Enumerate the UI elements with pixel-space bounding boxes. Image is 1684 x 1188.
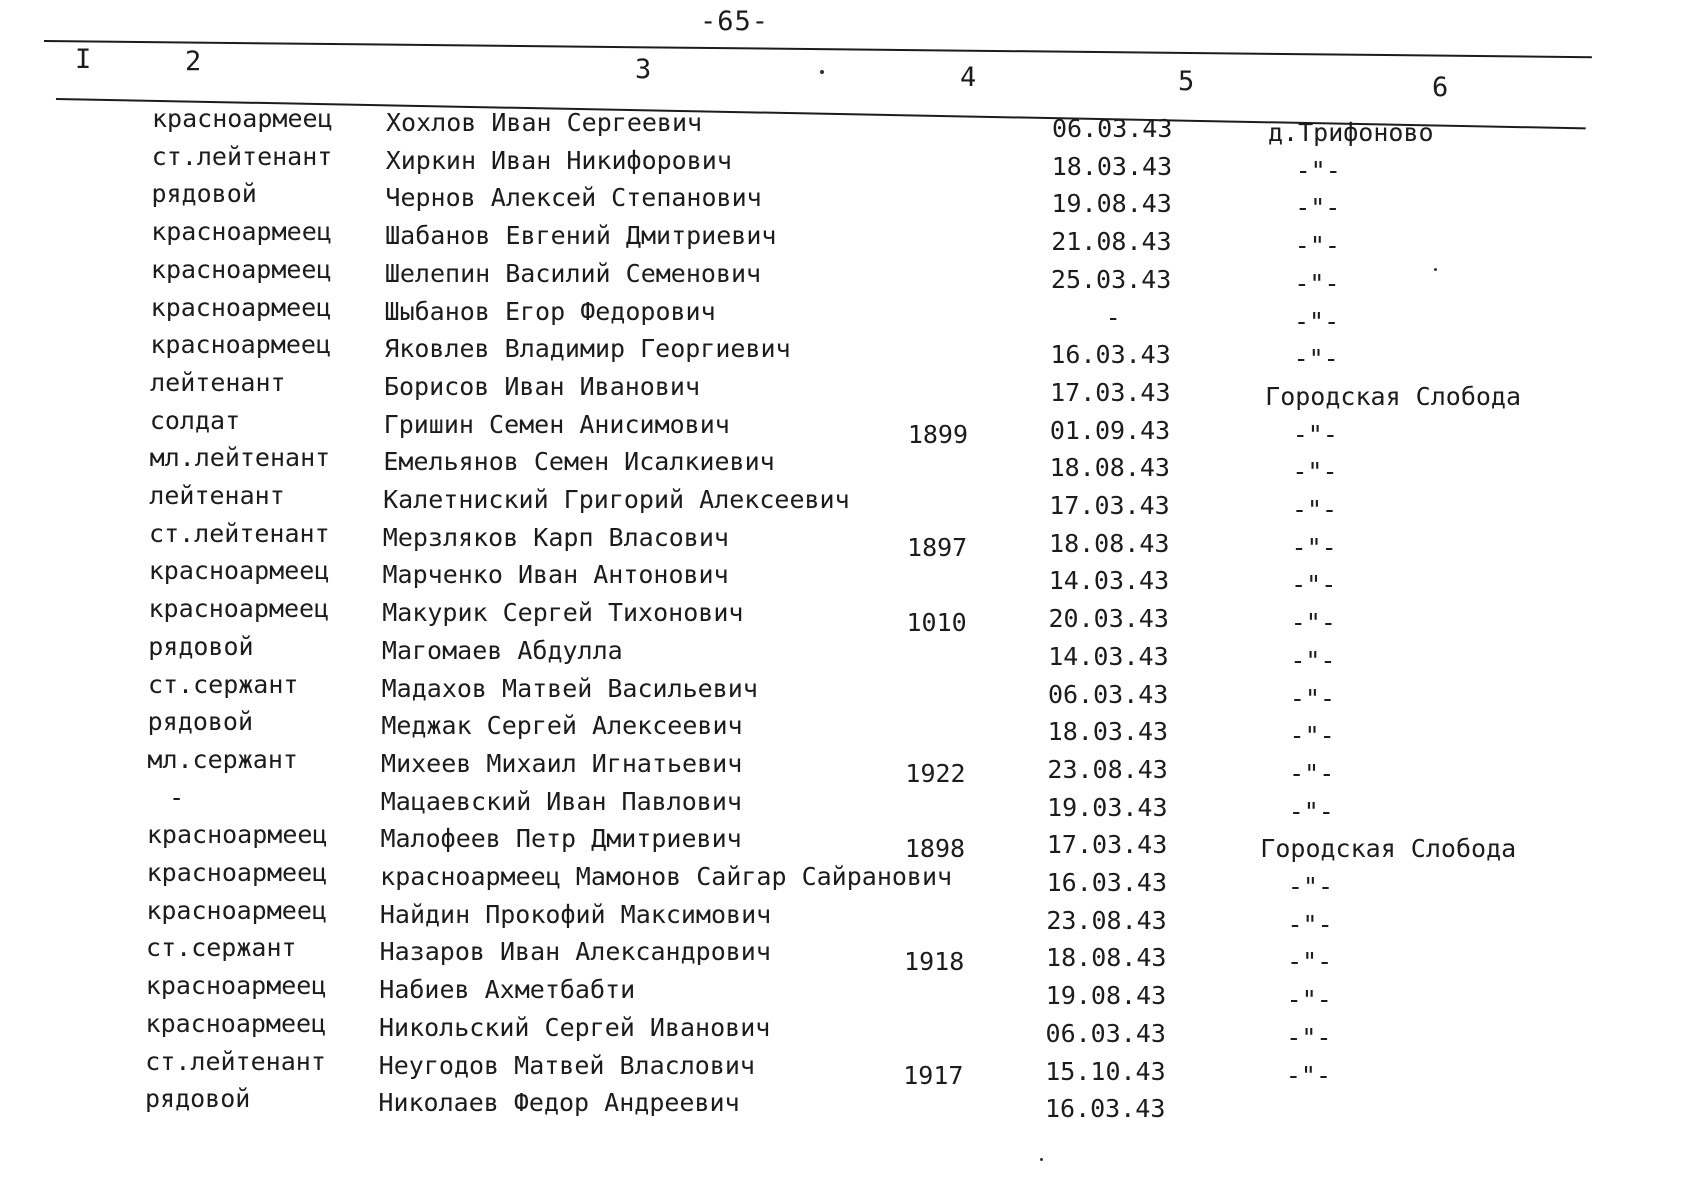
table-row <box>0 518 1684 562</box>
name-cell: Мерзляков Карп Власович <box>382 522 729 552</box>
name-cell: Хохлов Иван Сергеевич <box>386 108 703 137</box>
date-cell: 16.03.43 <box>1046 868 1168 897</box>
rank-cell: мл.сержант <box>147 744 298 774</box>
table-row <box>0 858 1684 901</box>
rank-cell: красноармеец <box>150 254 332 284</box>
place-cell: Городская Слобода <box>1265 381 1522 411</box>
table-row <box>0 631 1684 675</box>
place-cell: -"- <box>1289 758 1335 788</box>
table-row <box>0 669 1684 713</box>
table-row <box>0 1008 1684 1052</box>
table-row <box>0 481 1684 524</box>
table-row <box>0 933 1684 977</box>
place-cell: -"- <box>1295 155 1341 185</box>
table-row <box>0 556 1684 600</box>
year-cell: 1010 <box>906 608 967 638</box>
place-cell: -"- <box>1289 683 1336 713</box>
name-cell: Шелепин Василий Семенович <box>384 258 762 288</box>
place-cell: -"- <box>1292 419 1338 449</box>
table-row <box>0 594 1684 638</box>
column-number-1: I <box>75 44 92 75</box>
rank-cell: красноармеец <box>146 858 328 887</box>
column-number-4: 4 <box>960 62 977 93</box>
name-cell: Николаев Федор Андреевич <box>378 1088 740 1118</box>
date-cell: 25.03.43 <box>1050 264 1172 294</box>
name-cell: Магомаев Абдулла <box>381 635 623 665</box>
date-cell: 19.08.43 <box>1045 981 1167 1011</box>
rank-cell: лейтенант <box>149 481 285 510</box>
date-cell: 19.08.43 <box>1051 189 1172 219</box>
name-cell: Борисов Иван Иванович <box>383 371 701 401</box>
name-cell: Михеев Михаил Игнатьевич <box>381 748 743 778</box>
stray-mark <box>820 70 824 74</box>
date-cell: 14.03.43 <box>1048 566 1170 596</box>
date-cell: 14.03.43 <box>1048 641 1169 671</box>
rank-cell: рядовой <box>151 179 257 209</box>
name-cell: красноармеец Мамонов Сайгар Сайранович <box>380 862 953 891</box>
date-cell: 23.08.43 <box>1046 905 1167 935</box>
place-cell: -"- <box>1290 645 1336 675</box>
rank-cell: красноармеец <box>146 895 327 925</box>
rank-cell: ст.лейтенант <box>149 518 330 548</box>
page-number: -65- <box>700 6 770 37</box>
name-cell: Мацаевский Иван Павлович <box>380 786 742 816</box>
place-cell: -"- <box>1285 1060 1332 1090</box>
table-row <box>0 971 1684 1015</box>
name-cell: Меджак Сергей Алексеевич <box>381 711 743 741</box>
table-row <box>0 217 1684 261</box>
name-cell: Неугодов Матвей Власлович <box>378 1050 755 1080</box>
rank-cell: красноармеец <box>148 594 330 624</box>
place-cell: д.Трифоново <box>1268 118 1434 147</box>
place-cell: -"- <box>1286 1022 1332 1052</box>
name-cell: Назаров Иван Александрович <box>379 937 771 967</box>
date-cell: 06.03.43 <box>1052 114 1173 143</box>
place-cell: -"- <box>1293 344 1339 374</box>
place-cell: -"- <box>1286 985 1332 1015</box>
date-cell: 16.03.43 <box>1050 340 1171 370</box>
column-number-2: 2 <box>185 46 202 77</box>
table-row <box>0 1084 1684 1124</box>
name-cell: Никольский Сергей Иванович <box>378 1012 771 1042</box>
date-cell: 18.03.43 <box>1047 717 1169 747</box>
date-cell: 18.08.43 <box>1046 943 1167 973</box>
column-number-5: 5 <box>1178 66 1195 97</box>
rank-cell: красноармеец <box>146 820 328 850</box>
date-cell: 18.08.43 <box>1049 528 1170 558</box>
date-cell: 17.03.43 <box>1050 377 1171 407</box>
place-cell: -"- <box>1287 947 1333 977</box>
rank-cell: красноармеец <box>145 971 327 1001</box>
date-cell: 06.03.43 <box>1047 679 1169 709</box>
date-cell: 06.03.43 <box>1045 1018 1166 1048</box>
place-cell: -"- <box>1292 457 1338 487</box>
date-cell: 23.08.43 <box>1047 754 1168 784</box>
rank-cell: лейтенант <box>150 367 286 397</box>
name-cell: Хиркин Иван Никифорович <box>385 145 732 175</box>
rank-cell: красноармеец <box>151 217 332 247</box>
column-number-6: 6 <box>1432 72 1449 103</box>
place-cell: -"- <box>1289 721 1335 751</box>
rank-cell: рядовой <box>147 707 254 737</box>
rank-cell: рядовой <box>148 631 254 661</box>
table-row <box>0 707 1684 751</box>
name-cell: Набиев Ахметбабти <box>379 975 636 1005</box>
table-row <box>0 254 1684 298</box>
date-cell: 15.10.43 <box>1045 1056 1166 1086</box>
place-cell: -"- <box>1291 570 1337 600</box>
rank-cell: ст.сержант <box>147 669 299 699</box>
table-row <box>0 367 1684 411</box>
year-cell: 1922 <box>905 758 966 788</box>
date-cell: - <box>1105 302 1121 332</box>
rank-cell: ст.лейтенант <box>151 141 333 171</box>
place-cell: -"- <box>1294 268 1340 298</box>
table-row <box>0 782 1684 826</box>
place-cell: -"- <box>1287 872 1334 901</box>
rank-cell: красноармеец <box>152 104 333 133</box>
date-cell: 20.03.43 <box>1048 604 1169 634</box>
place-cell: -"- <box>1291 495 1338 524</box>
rank-cell: ст.лейтенант <box>145 1046 326 1076</box>
name-cell: Мадахов Матвей Васильевич <box>381 673 758 703</box>
name-cell: Чернов Алексей Степанович <box>385 183 762 213</box>
table-row <box>0 141 1684 185</box>
name-cell: Марченко Иван Антонович <box>382 560 729 590</box>
date-cell: 01.09.43 <box>1049 415 1171 445</box>
name-cell: Шабанов Евгений Дмитриевич <box>385 221 777 251</box>
rank-cell: красноармеец <box>145 1008 327 1038</box>
table-row <box>0 179 1684 223</box>
date-cell: 17.03.43 <box>1049 491 1170 520</box>
date-cell: 17.03.43 <box>1046 830 1168 860</box>
table-row <box>0 744 1684 788</box>
place-cell: -"- <box>1290 608 1336 638</box>
table-row <box>0 1046 1684 1090</box>
date-cell: 16.03.43 <box>1044 1094 1166 1124</box>
name-cell: Шыбанов Егор Федорович <box>384 296 716 326</box>
rank-cell: красноармеец <box>150 330 331 360</box>
place-cell: Городская Слобода <box>1260 834 1517 864</box>
place-cell: -"- <box>1293 306 1340 336</box>
stray-mark <box>1434 268 1437 271</box>
rank-cell: ст.сержант <box>146 933 297 963</box>
name-cell: Яковлев Владимир Георгиевич <box>384 334 791 364</box>
year-cell: 1898 <box>904 834 966 864</box>
table-row <box>0 330 1684 374</box>
table-row <box>0 405 1684 449</box>
name-cell: Калетниский Григорий Алексеевич <box>383 485 850 514</box>
rank-cell: - <box>169 782 185 812</box>
rank-cell: красноармеец <box>148 556 330 586</box>
date-cell: 21.08.43 <box>1051 227 1172 257</box>
column-number-3: 3 <box>635 54 652 85</box>
rank-cell: рядовой <box>144 1084 251 1114</box>
place-cell: -"- <box>1288 796 1334 826</box>
date-cell: 18.03.43 <box>1051 151 1173 181</box>
table-row <box>0 895 1684 939</box>
date-cell: 19.03.43 <box>1047 792 1168 822</box>
year-cell: 1897 <box>907 532 968 562</box>
place-cell: -"- <box>1287 909 1333 939</box>
table-row <box>0 104 1684 147</box>
name-cell: Макурик Сергей Тихонович <box>382 598 744 628</box>
name-cell: Емельянов Семен Исалкиевич <box>383 447 775 477</box>
year-cell: 1899 <box>907 419 969 449</box>
rank-cell: красноармеец <box>150 292 332 322</box>
name-cell: Малофеев Петр Дмитриевич <box>380 824 742 854</box>
year-cell: 1917 <box>903 1060 964 1090</box>
table-row <box>0 820 1684 864</box>
rank-cell: солдат <box>149 405 241 435</box>
stray-mark <box>1040 1158 1043 1161</box>
place-cell: -"- <box>1294 231 1340 261</box>
place-cell: -"- <box>1295 193 1341 223</box>
date-cell: 18.08.43 <box>1049 453 1170 483</box>
table-row <box>0 292 1684 336</box>
year-cell: 1918 <box>904 947 965 977</box>
name-cell: Гришин Семен Анисимович <box>383 409 730 439</box>
top-rule <box>44 40 1592 58</box>
rank-cell: мл.лейтенант <box>149 443 331 473</box>
place-cell: -"- <box>1291 532 1337 562</box>
name-cell: Найдин Прокофий Максимович <box>379 899 772 929</box>
table-row <box>0 443 1684 487</box>
